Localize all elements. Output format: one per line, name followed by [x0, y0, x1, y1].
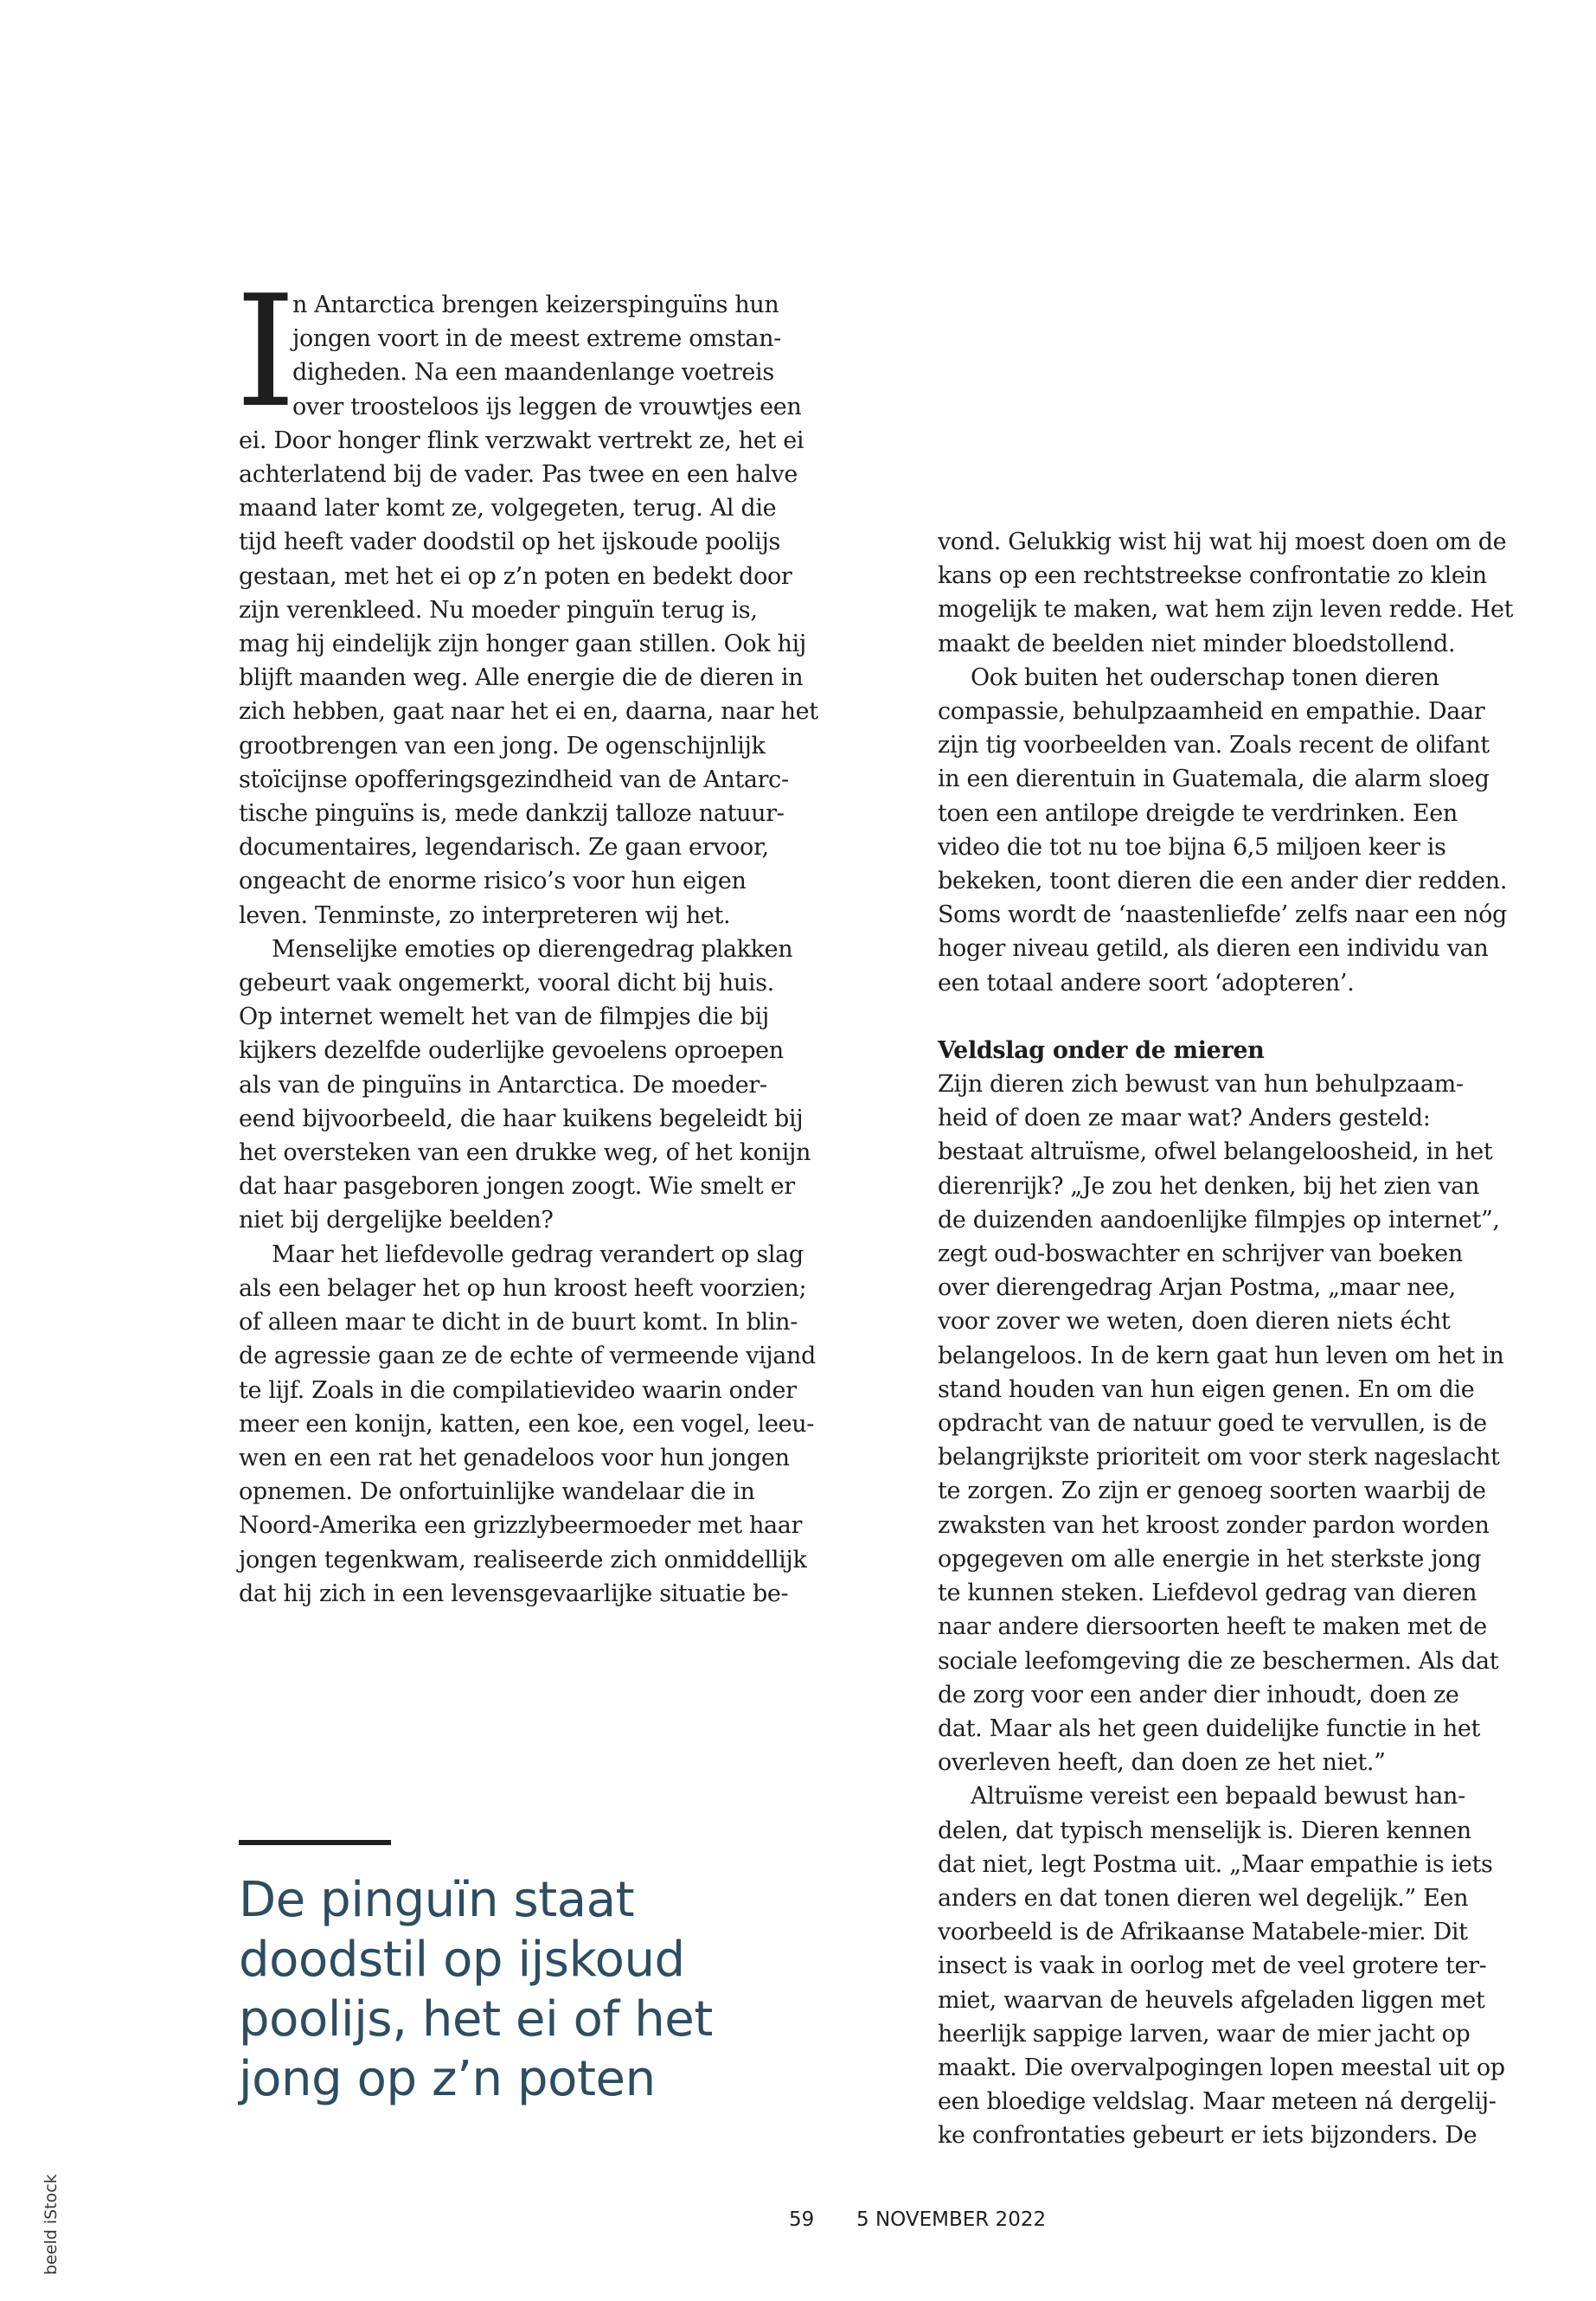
body-line: toen een antilope dreigde te verdrinken. Een [938, 799, 1458, 827]
body-line: maakt de beelden niet minder bloedstollend. [938, 630, 1456, 657]
body-line: wen en een rat het genadeloos voor hun jongen [239, 1444, 790, 1471]
section-subheading: Veldslag onder de mieren [938, 1036, 1265, 1064]
body-line: maakt. Die overvalpogingen lopen meestal uit op [938, 2054, 1505, 2081]
body-line: vond. Gelukkig wist hij wat hij moest doen om de [938, 529, 1507, 555]
body-line: hoger niveau getild, als dieren een individu van [938, 935, 1489, 963]
body-line: digheden. Na een maandenlange voetreis [292, 359, 774, 387]
body-line: belangeloos. In de kern gaat hun leven om het in [938, 1342, 1504, 1369]
body-line: in een dierentuin in Guatemala, die alarm sloeg [938, 766, 1490, 793]
body-line: ei. Door honger flink verzwakt vertrekt ze, het ei [239, 426, 804, 454]
body-line: als van de pinguïns in Antarctica. De moeder- [239, 1071, 767, 1099]
body-line: overleven heeft, dan doen ze het niet.” [938, 1749, 1386, 1777]
body-line: Altruïsme vereist een bepaald bewust han- [971, 1783, 1465, 1811]
body-line: als een belager het op hun kroost heeft voorzien; [239, 1274, 807, 1302]
body-line: dierenrijk? „Je zou het denken, bij het zien van [938, 1172, 1480, 1200]
body-line: opgegeven om alle energie in het sterkste jong [938, 1545, 1482, 1573]
body-line: grootbrengen van een jong. De ogenschijnlijk [239, 732, 766, 760]
body-line: ongeacht de enorme risico’s voor hun eigen [239, 868, 747, 895]
body-line: mogelijk te maken, wat hem zijn leven redde. Het [938, 596, 1514, 624]
body-line: bestaat altruïsme, ofwel belangeloosheid, in het [938, 1138, 1493, 1166]
body-line: te kunnen steken. Liefdevol gedrag van dieren [938, 1580, 1477, 1607]
body-line: voor zover we weten, doen dieren niets écht [938, 1308, 1451, 1336]
body-line: dat haar pasgeboren jongen zoogt. Wie smelt er [239, 1173, 795, 1201]
body-line: heerlijk sappige larven, waar de mier jacht op [938, 2020, 1471, 2048]
body-line: gebeurt vaak ongemerkt, vooral dicht bij huis. [239, 970, 774, 997]
pull-quote-line: doodstil op ijskoud [239, 1932, 685, 1988]
body-line: stoïcijnse opofferingsgezindheid van de Antarc- [239, 766, 789, 793]
body-line: de agressie gaan ze de echte of vermeende vijand [239, 1343, 816, 1370]
section-gap [938, 1000, 1509, 1034]
body-line: leven. Tenminste, zo interpreteren wij het. [239, 901, 731, 929]
pull-quote-line: jong op z’n poten [239, 2051, 656, 2107]
body-line: over dierengedrag Arjan Postma, „maar nee, [938, 1274, 1456, 1302]
body-line: de zorg voor een ander dier inhoudt, doen ze [938, 1681, 1459, 1708]
body-line: over troosteloos ijs leggen de vrouwtjes een [292, 393, 802, 420]
body-line: zijn tig voorbeelden van. Zoals recent de olifant [938, 732, 1490, 760]
body-line: Ook buiten het ouderschap tonen dieren [971, 663, 1439, 691]
body-line: bekeken, toont dieren die een ander dier redden. [938, 868, 1508, 895]
pull-quote-line: poolijs, het ei of het [239, 1991, 713, 2048]
body-line: een bloedige veldslag. Maar meteen ná dergelij- [938, 2088, 1497, 2116]
body-line: zwaksten van het kroost zonder pardon worden [938, 1511, 1490, 1539]
body-line: te lijf. Zoals in die compilatievideo waarin onder [239, 1376, 797, 1404]
body-line: voorbeeld is de Afrikaanse Matabele-mier. Dit [938, 1919, 1468, 1946]
body-line: dat hij zich in een levensgevaarlijke situatie be- [239, 1580, 789, 1607]
body-line: sociale leefomgeving die ze beschermen. Als dat [938, 1647, 1499, 1675]
pull-quote-line: De pinguïn staat [239, 1872, 635, 1928]
body-line: blijft maanden weg. Alle energie die de dieren in [239, 664, 804, 692]
body-line: gestaan, met het ei op z’n poten en bedekt door [239, 562, 792, 590]
body-line: dat. Maar als het geen duidelijke functie in het [938, 1715, 1481, 1742]
body-line: Noord-Amerika een grizzlybeermoeder met haar [239, 1512, 803, 1540]
body-line: video die tot nu toe bijna 6,5 miljoen keer is [938, 833, 1446, 861]
drop-cap: I [235, 262, 297, 441]
body-line: achterlatend bij de vader. Pas twee en een halve [239, 461, 798, 489]
body-line: n Antarctica brengen keizerspinguïns hun [292, 292, 779, 318]
body-line: Zijn dieren zich bewust van hun behulpzaam- [938, 1071, 1464, 1099]
body-line: jongen voort in de meest extreme omstan- [292, 325, 781, 353]
body-line: de duizenden aandoenlijke filmpjes op internet”, [938, 1206, 1500, 1234]
body-line: documentaires, legendarisch. Ze gaan ervoor, [239, 834, 769, 862]
page-number: 59 [789, 2208, 815, 2231]
body-line: te zorgen. Zo zijn er genoeg soorten waarbij de [938, 1477, 1486, 1505]
body-line: tische pinguïns is, mede dankzij talloze natuur- [239, 800, 785, 828]
body-line: meer een konijn, katten, een koe, een vogel, leeu- [239, 1410, 815, 1438]
body-line: zich hebben, gaat naar het ei en, daarna, naar het [239, 698, 818, 726]
body-line: dat niet, legt Postma uit. „Maar empathie is iets [938, 1850, 1493, 1878]
body-line: opnemen. De onfortuinlijke wandelaar die in [239, 1478, 755, 1506]
body-line: stand houden van hun eigen genen. En om die [938, 1375, 1475, 1403]
body-line: naar andere diersoorten heeft te maken met de [938, 1613, 1487, 1641]
body-line: of alleen maar te dicht in de buurt komt. In blin- [239, 1309, 798, 1336]
body-line: compassie, behulpzaamheid en empathie. Daar [938, 698, 1485, 726]
body-line: tijd heeft vader doodstil op het ijskoude poolijs [239, 529, 781, 556]
left-column [239, 288, 818, 1611]
body-line: niet bij dergelijke beelden? [239, 1207, 554, 1234]
body-line: anders en dat tonen dieren wel degelijk.” Een [938, 1884, 1469, 1912]
body-line: kans op een rechtstreekse confrontatie zo klein [938, 562, 1487, 590]
pull-quote-rule [239, 1840, 391, 1845]
issue-date: 5 NOVEMBER 2022 [856, 2208, 1047, 2231]
body-line: jongen tegenkwam, realiseerde zich onmiddellijk [239, 1546, 807, 1574]
body-line: Menselijke emoties op dierengedrag plakken [272, 935, 793, 963]
body-line: Maar het liefdevolle gedrag verandert op slag [272, 1240, 804, 1268]
body-line: heid of doen ze maar wat? Anders gesteld: [938, 1105, 1431, 1132]
body-line: ke confrontaties gebeurt er iets bijzonders. De [938, 2122, 1477, 2150]
right-column [938, 525, 1514, 2153]
body-line: miet, waarvan de heuvels afgeladen liggen met [938, 1986, 1485, 2014]
body-line: Op internet wemelt het van de filmpjes die bij [239, 1003, 769, 1031]
body-line: belangrijkste prioriteit om voor sterk nageslacht [938, 1444, 1500, 1471]
body-line: insect is vaak in oorlog met de veel grotere ter- [938, 1952, 1487, 1980]
body-line: maand later komt ze, volgegeten, terug. Al die [239, 495, 777, 522]
body-line: kijkers dezelfde ouderlijke gevoelens oproepen [239, 1037, 784, 1065]
photo-credit: beeld iStock [42, 2174, 61, 2275]
body-line: delen, dat typisch menselijk is. Dieren kennen [938, 1817, 1471, 1844]
body-line: zegt oud-boswachter en schrijver van boeken [938, 1240, 1463, 1268]
body-line: het oversteken van een drukke weg, of het konijn [239, 1139, 811, 1167]
pull-quote [239, 1870, 775, 2109]
body-line: een totaal andere soort ‘adopteren’. [938, 969, 1355, 997]
body-line: mag hij eindelijk zijn honger gaan stillen. Ook hij [239, 631, 806, 658]
body-line: opdracht van de natuur goed te vervullen, is de [938, 1410, 1487, 1438]
body-line: Soms wordt de ‘naastenliefde’ zelfs naar een nóg [938, 901, 1507, 929]
body-line: zijn verenkleed. Nu moeder pinguïn terug is, [239, 596, 758, 624]
body-line: eend bijvoorbeeld, die haar kuikens begeleidt bij [239, 1105, 804, 1132]
